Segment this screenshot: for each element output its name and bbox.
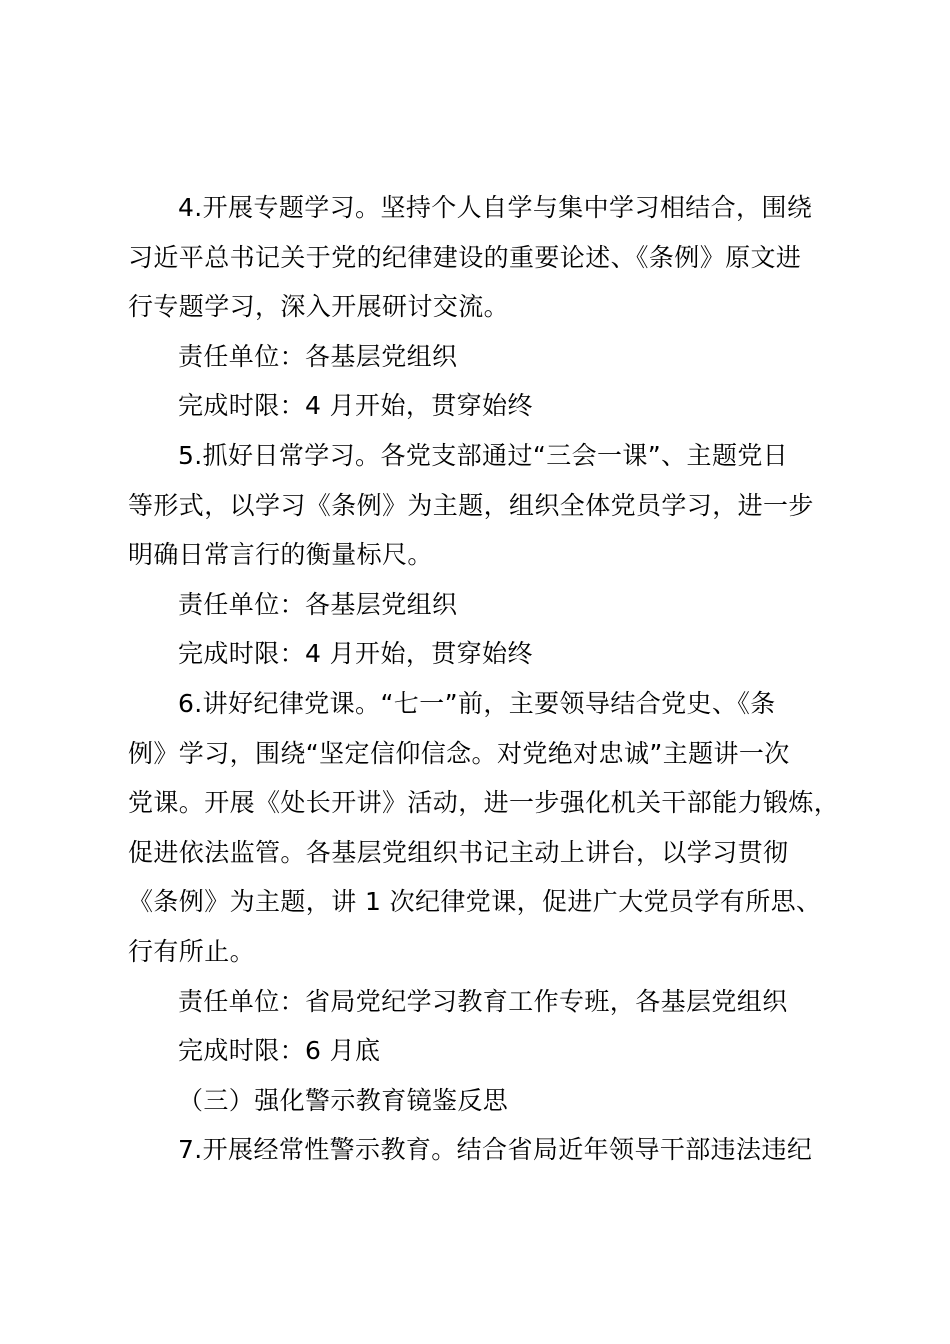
text-line: 习近平总书记关于党的纪律建设的重要论述、《条例》原文进 (128, 242, 802, 272)
text-line: 6.讲好纪律党课。“七一”前，主要领导结合党史、《条 (178, 688, 776, 718)
paragraph-p5-unit (128, 580, 840, 630)
document-body (128, 183, 840, 1175)
text-line: 责任单位：省局党纪学习教育工作专班，各基层党组织 (178, 986, 788, 1016)
paragraph-p5-deadline (128, 629, 840, 679)
text-line: 7.开展经常性警示教育。结合省局近年领导干部违法违纪 (178, 1135, 813, 1165)
text-line: 明确日常言行的衡量标尺。 (128, 540, 433, 570)
paragraph-section-3 (128, 1076, 840, 1126)
text-line: 党课。开展《处长开讲》活动，进一步强化机关干部能力锻炼， (128, 788, 840, 818)
text-line: 4.开展专题学习。坚持个人自学与集中学习相结合，围绕 (178, 193, 813, 222)
text-line: 促进依法监管。各基层党组织书记主动上讲台，以学习贯彻 (128, 837, 789, 867)
text-line: 行有所止。 (128, 936, 256, 966)
paragraph-p7 (128, 1125, 840, 1175)
text-line: 5.抓好日常学习。各党支部通过“三会一课”、主题党日 (178, 440, 789, 470)
text-line: （三）强化警示教育镜鉴反思 (178, 1085, 509, 1115)
paragraph-p6-deadline (128, 1026, 840, 1076)
paragraph-p4-unit (128, 332, 840, 382)
text-line: 完成时限：6 月底 (178, 1036, 381, 1066)
paragraph-p5 (128, 431, 840, 580)
paragraph-p4 (128, 183, 840, 332)
text-line: 责任单位：各基层党组织 (178, 341, 458, 371)
text-line: 完成时限：4 月开始，贯穿始终 (178, 391, 533, 421)
paragraph-p6 (128, 679, 840, 977)
text-line: 行专题学习，深入开展研讨交流。 (128, 292, 510, 322)
paragraph-p4-deadline (128, 381, 840, 431)
text-line: 例》学习，围绕“坚定信仰信念。对党绝对忠诚”主题讲一次 (128, 738, 790, 768)
text-line: 等形式，以学习《条例》为主题，组织全体党员学习，进一步 (128, 490, 814, 520)
text-line: 《条例》为主题，讲 1 次纪律党课，促进广大党员学有所思、 (128, 887, 822, 917)
text-line: 责任单位：各基层党组织 (178, 589, 458, 619)
paragraph-p6-unit (128, 977, 840, 1027)
text-line: 完成时限：4 月开始，贯穿始终 (178, 639, 533, 669)
